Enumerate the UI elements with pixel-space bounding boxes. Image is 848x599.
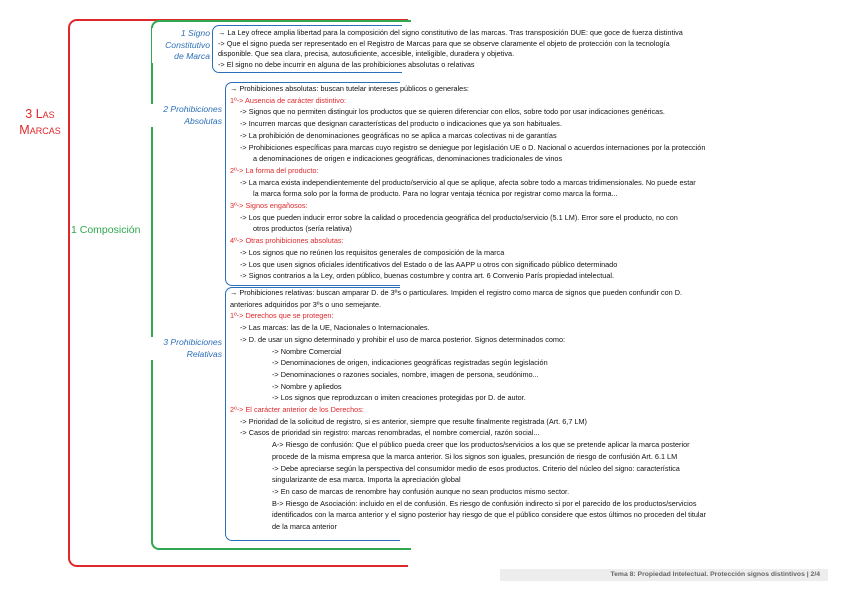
sec3-line: -> Nombre Comercial <box>272 346 342 356</box>
sec3-line: procede de la misma empresa que la marca anterior. Si los signos son iguales, presunción de riesgo de confusión Art. 6.1 LM <box>272 451 678 461</box>
sec3-line: -> En caso de marcas de renombre hay confusión aunque no sean productos mismo sector. <box>272 486 570 496</box>
sec3-line: -> Denominaciones de origen, indicaciones geográficas registradas según legislación <box>272 358 548 368</box>
sec3-line: -> Denominaciones o razones sociales, nombre, imagen de persona, seudónimo... <box>272 369 539 379</box>
sec1-line: -> Que el signo pueda ser representado en el Registro de Marcas para que se observe claramente el objeto de protección con la tecnología <box>218 38 670 48</box>
sec2-line: -> Los que usen signos oficiales identificativos del Estado o de las AAPP u otros con significado público determinado <box>240 259 618 269</box>
sec2-line: 2º-> La forma del producto: <box>230 165 319 175</box>
sec3-line: A-> Riesgo de confusión: Que el público pueda creer que los productos/servicios a los que se pretende aplicar la marca posterior <box>272 440 690 450</box>
sec2-line: otros productos (sería relativa) <box>253 224 352 234</box>
sec1-line: → La Ley ofrece amplia libertad para la composición del signo constitutivo de las marcas. Tras transposición DUE: que goce de fuerza distintiva <box>218 28 683 37</box>
sec2-line: a denominaciones de origen e indicaciones geográficas, denominaciones tradicionales de vinos <box>253 154 563 164</box>
prohibiciones-relativas-label: 3 Prohibiciones Relativas <box>150 337 222 360</box>
sec3-line: anteriores adquiridos por 3ºs o uno semejante. <box>230 299 382 309</box>
sec2-line: -> Signos contrarios a la Ley, orden público, buenas costumbre y contra art. 6 Convenio París propiedad intelectual. <box>240 271 615 281</box>
sec3-line: 1º-> Derechos que se protegen: <box>230 311 334 321</box>
composicion-label: 1 Composición <box>71 224 144 236</box>
sec3-line: -> Las marcas: las de la UE, Nacionales o Internacionales. <box>240 323 430 333</box>
sec3-line: -> Nombre y apliedos <box>272 381 342 391</box>
sec2-line: 4º-> Otras prohibiciones absolutas: <box>230 236 344 246</box>
sec2-line: -> La prohibición de denominaciones geográficas no se aplica a marcas colectivas ni de garantías <box>240 130 557 140</box>
sec3-line: -> Prioridad de la solicitud de registro, si es anterior, siempre que resulte finalmente registrada (Art. 6,7 LM) <box>240 416 587 426</box>
sec3-line: singularizante de esa marca. Importa la apreciación global <box>272 475 461 485</box>
signo-constitutivo-label: 1 Signo Constitutivo de Marca <box>152 28 210 63</box>
las-marcas-label: 3 Las Marcas <box>14 106 66 138</box>
sec3-line: de la marca anterior <box>272 522 337 531</box>
sec2-line: -> La marca exista independientemente del producto/servicio al que se aplique, afecta sobre todo a marcas tridimensionales. No puede estar <box>240 177 696 187</box>
sec2-line: 1º-> Ausencia de carácter distintivo: <box>230 95 347 105</box>
sec3-line: B-> Riesgo de Asociación: incluido en el de confusión. Es riesgo de confusión indirecto si por el parecido de los productos/servicios <box>272 498 697 508</box>
sec2-line: -> Incurren marcas que designan características del producto o indicaciones que ya son habituales. <box>240 119 562 129</box>
sec2-line: -> Prohibiciones específicas para marcas cuyo registro se deniegue por legislación UE o D. Nacional o acuerdos internaciones por la protección <box>240 142 706 152</box>
sec2-line: -> Los signos que no reúnen los requisitos generales de composición de la marca <box>240 247 505 257</box>
sec2-line: → Prohibiciones absolutas: buscan tutelar intereses públicos o generales: <box>230 84 469 93</box>
prohibiciones-absolutas-label: 2 Prohibiciones Absolutas <box>150 104 222 127</box>
sec2-line: -> Signos que no permiten distinguir los productos que se quieren diferenciar con ellos, sobre todo por usar indicaciones genéricas. <box>240 107 665 117</box>
sec1-line: disponible. Que sea clara, precisa, autosuficiente, accesible, inteligible, duradera y objetiva. <box>218 49 515 59</box>
sec1-line: -> El signo no debe incurrir en alguna de las prohibiciones absolutas o relativas <box>218 59 475 69</box>
sec3-line: 2º-> El carácter anterior de los Derechos: <box>230 405 364 414</box>
sec2-line: -> Los que pueden inducir error sobre la calidad o procedencia geográfica del producto/servicio (5.1 LM). Error sore el producto, no con <box>240 212 678 222</box>
sec3-line: -> D. de usar un signo determinado y prohibir el uso de marca posterior. Signos determinados como: <box>240 334 566 344</box>
sec2-line: 3º-> Signos engañosos: <box>230 201 308 210</box>
sec3-line: -> Debe apreciarse según la perspectiva del consumidor medio de esos productos. Criterio del núcleo del signo: característica <box>272 463 680 473</box>
sec3-line: identificados con la marca anterior y el signo posterior hay riesgo de que el público considere que estos últimos no proceden del titular <box>272 510 707 520</box>
sec2-line: la marca forma solo por la forma de producto. Para no lograr ventaja técnica por registrar como marca la forma... <box>253 189 618 199</box>
sec3-line: -> Los signos que reproduzcan o imiten creaciones protegidas por D. de autor. <box>272 393 526 403</box>
sec3-line: → Prohibiciones relativas: buscan amparar D. de 3ºs o particulares. Impiden el registro como marca de signos que pueden confundir con D. <box>230 288 683 297</box>
sec3-line: -> Casos de prioridad sin registro: marcas renombradas, el nombre comercial, razón social... <box>240 428 540 438</box>
page-footer: Tema 8: Propiedad Intelectual. Protección signos distintivos | 2/4 <box>500 569 828 581</box>
